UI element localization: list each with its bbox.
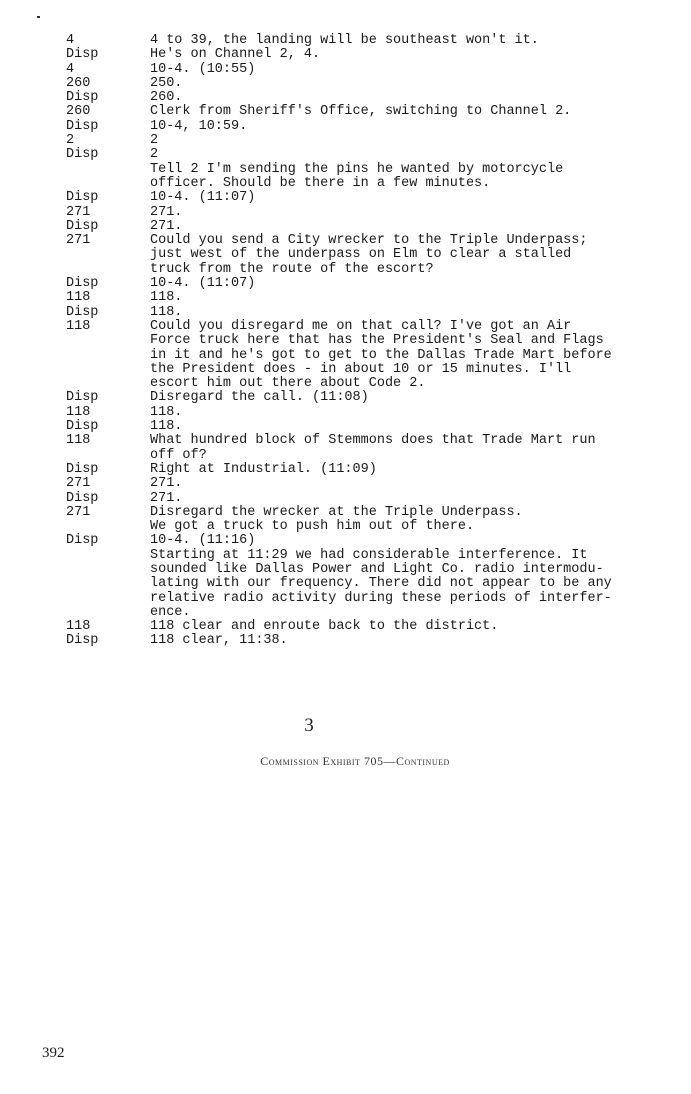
message-line: escort him out there about Code 2. — [150, 376, 426, 392]
message-text — [150, 534, 656, 620]
message-line: 271. — [150, 476, 183, 492]
message-text — [150, 506, 656, 535]
message-text — [150, 63, 656, 77]
message-text — [150, 434, 656, 463]
speaker-label: Disp — [66, 276, 99, 292]
message-line: 10-4. (11:07) — [150, 190, 256, 206]
message-text — [150, 320, 656, 391]
message-line: officer. Should be there in a few minutes. — [150, 175, 491, 191]
message-text — [150, 406, 656, 420]
transcript-entry — [66, 134, 656, 148]
message-line: 10-4. (10:55) — [150, 61, 256, 77]
message-line: 271. — [150, 218, 183, 234]
speaker-label: Disp — [66, 118, 99, 134]
message-text — [150, 634, 656, 648]
speaker-label: 4 — [66, 33, 75, 48]
message-line: 2 — [150, 133, 159, 149]
radio-transcript — [66, 34, 656, 649]
message-text — [150, 134, 656, 148]
transcript-entry — [66, 434, 656, 463]
message-text — [150, 220, 656, 234]
transcript-entry — [66, 406, 656, 420]
message-text — [150, 391, 656, 405]
page-number: 3 — [304, 715, 314, 736]
transcript-entry — [66, 634, 656, 648]
speaker-label: 2 — [66, 133, 75, 149]
message-line: Disregard the call. (11:08) — [150, 390, 369, 406]
message-line: in it and he's got to get to the Dallas Trade Mart before — [150, 347, 612, 363]
message-line: Right at Industrial. (11:09) — [150, 461, 377, 477]
speaker-label: 260 — [66, 104, 91, 120]
speaker-label: 260 — [66, 75, 91, 91]
message-text — [150, 277, 656, 291]
message-text — [150, 477, 656, 491]
speaker-label: 271 — [66, 476, 91, 492]
speaker-label: Disp — [66, 490, 99, 506]
message-text — [150, 34, 656, 48]
speaker-label: Disp — [66, 47, 99, 63]
speaker-label: 118 — [66, 290, 91, 306]
message-line: 271. — [150, 204, 183, 220]
scan-speck — [37, 16, 40, 18]
message-line: Disregard the wrecker at the Triple Underpass. — [150, 504, 523, 520]
transcript-entry — [66, 91, 656, 105]
message-line: Tell 2 I'm sending the pins he wanted by motorcycle — [150, 161, 564, 177]
message-line: relative radio activity during these periods of interfer- — [150, 590, 612, 606]
message-line: 118. — [150, 419, 183, 435]
message-text — [150, 206, 656, 220]
message-line: just west of the underpass on Elm to clear a stalled — [150, 247, 572, 263]
speaker-label: 118 — [66, 433, 91, 449]
message-text — [150, 91, 656, 105]
speaker-label: Disp — [66, 419, 99, 435]
message-line: off of? — [150, 447, 207, 463]
speaker-label: Disp — [66, 218, 99, 234]
speaker-label: 271 — [66, 204, 91, 220]
transcript-entry — [66, 206, 656, 220]
exhibit-caption: Commission Exhibit 705—Continued — [260, 754, 450, 768]
transcript-entry — [66, 463, 656, 477]
speaker-label: Disp — [66, 461, 99, 477]
transcript-entry — [66, 477, 656, 491]
message-line: Force truck here that has the President's Seal and Flags — [150, 333, 604, 349]
message-line: Starting at 11:29 we had considerable interference. It — [150, 547, 588, 563]
message-line: 260. — [150, 90, 183, 106]
speaker-label: 118 — [66, 318, 91, 334]
transcript-entry — [66, 534, 656, 620]
transcript-entry — [66, 234, 656, 277]
message-line: Could you disregard me on that call? I've got an Air — [150, 318, 572, 334]
message-line: 271. — [150, 490, 183, 506]
transcript-entry — [66, 320, 656, 391]
transcript-entry — [66, 48, 656, 62]
speaker-label: Disp — [66, 304, 99, 320]
message-line: Clerk from Sheriff's Office, switching to Channel 2. — [150, 104, 572, 120]
transcript-entry — [66, 34, 656, 48]
transcript-entry — [66, 120, 656, 134]
message-line: sounded like Dallas Power and Light Co. radio intermodu- — [150, 561, 604, 577]
message-text — [150, 148, 656, 191]
transcript-entry — [66, 191, 656, 205]
transcript-entry — [66, 77, 656, 91]
message-line: 10-4, 10:59. — [150, 118, 248, 134]
message-line: He's on Channel 2, 4. — [150, 47, 321, 63]
transcript-entry — [66, 220, 656, 234]
message-text — [150, 620, 656, 634]
speaker-label: 4 — [66, 61, 75, 77]
message-line: 4 to 39, the landing will be southeast won't it. — [150, 33, 539, 48]
folio-number: 392 — [42, 1045, 65, 1061]
message-line: 118 clear and enroute back to the district. — [150, 619, 499, 635]
message-line: 118. — [150, 404, 183, 420]
message-line: ence. — [150, 604, 191, 620]
message-text — [150, 120, 656, 134]
message-line: 10-4. (11:16) — [150, 533, 256, 549]
message-text — [150, 291, 656, 305]
transcript-entry — [66, 506, 656, 535]
message-line: Could you send a City wrecker to the Triple Underpass; — [150, 233, 588, 249]
message-text — [150, 420, 656, 434]
transcript-entry — [66, 105, 656, 119]
message-text — [150, 306, 656, 320]
speaker-label: 118 — [66, 619, 91, 635]
message-line: What hundred block of Stemmons does that Trade Mart run — [150, 433, 596, 449]
transcript-entry — [66, 492, 656, 506]
message-line: 118. — [150, 304, 183, 320]
message-line: 250. — [150, 75, 183, 91]
speaker-label: Disp — [66, 90, 99, 106]
speaker-label: Disp — [66, 533, 99, 549]
speaker-label: 271 — [66, 233, 91, 249]
message-text — [150, 463, 656, 477]
speaker-label: Disp — [66, 190, 99, 206]
message-line: truck from the route of the escort? — [150, 261, 434, 277]
speaker-label: 118 — [66, 404, 91, 420]
transcript-entry — [66, 291, 656, 305]
speaker-label: Disp — [66, 147, 99, 163]
message-line: 118 clear, 11:38. — [150, 633, 288, 649]
message-line: 10-4. (11:07) — [150, 276, 256, 292]
transcript-entry — [66, 148, 656, 191]
message-text — [150, 191, 656, 205]
transcript-entry — [66, 391, 656, 405]
transcript-entry — [66, 63, 656, 77]
message-text — [150, 234, 656, 277]
transcript-entry — [66, 277, 656, 291]
speaker-label: 271 — [66, 504, 91, 520]
transcript-entry — [66, 620, 656, 634]
speaker-label: Disp — [66, 633, 99, 649]
transcript-entry — [66, 420, 656, 434]
message-line: the President does - in about 10 or 15 minutes. I'll — [150, 361, 572, 377]
message-text — [150, 492, 656, 506]
message-line: 2 — [150, 147, 159, 163]
message-text — [150, 48, 656, 62]
message-line: 118. — [150, 290, 183, 306]
transcript-entry — [66, 306, 656, 320]
message-line: We got a truck to push him out of there. — [150, 519, 475, 535]
message-text — [150, 105, 656, 119]
message-line: lating with our frequency. There did not appear to be any — [150, 576, 612, 592]
speaker-label: Disp — [66, 390, 99, 406]
message-text — [150, 77, 656, 91]
